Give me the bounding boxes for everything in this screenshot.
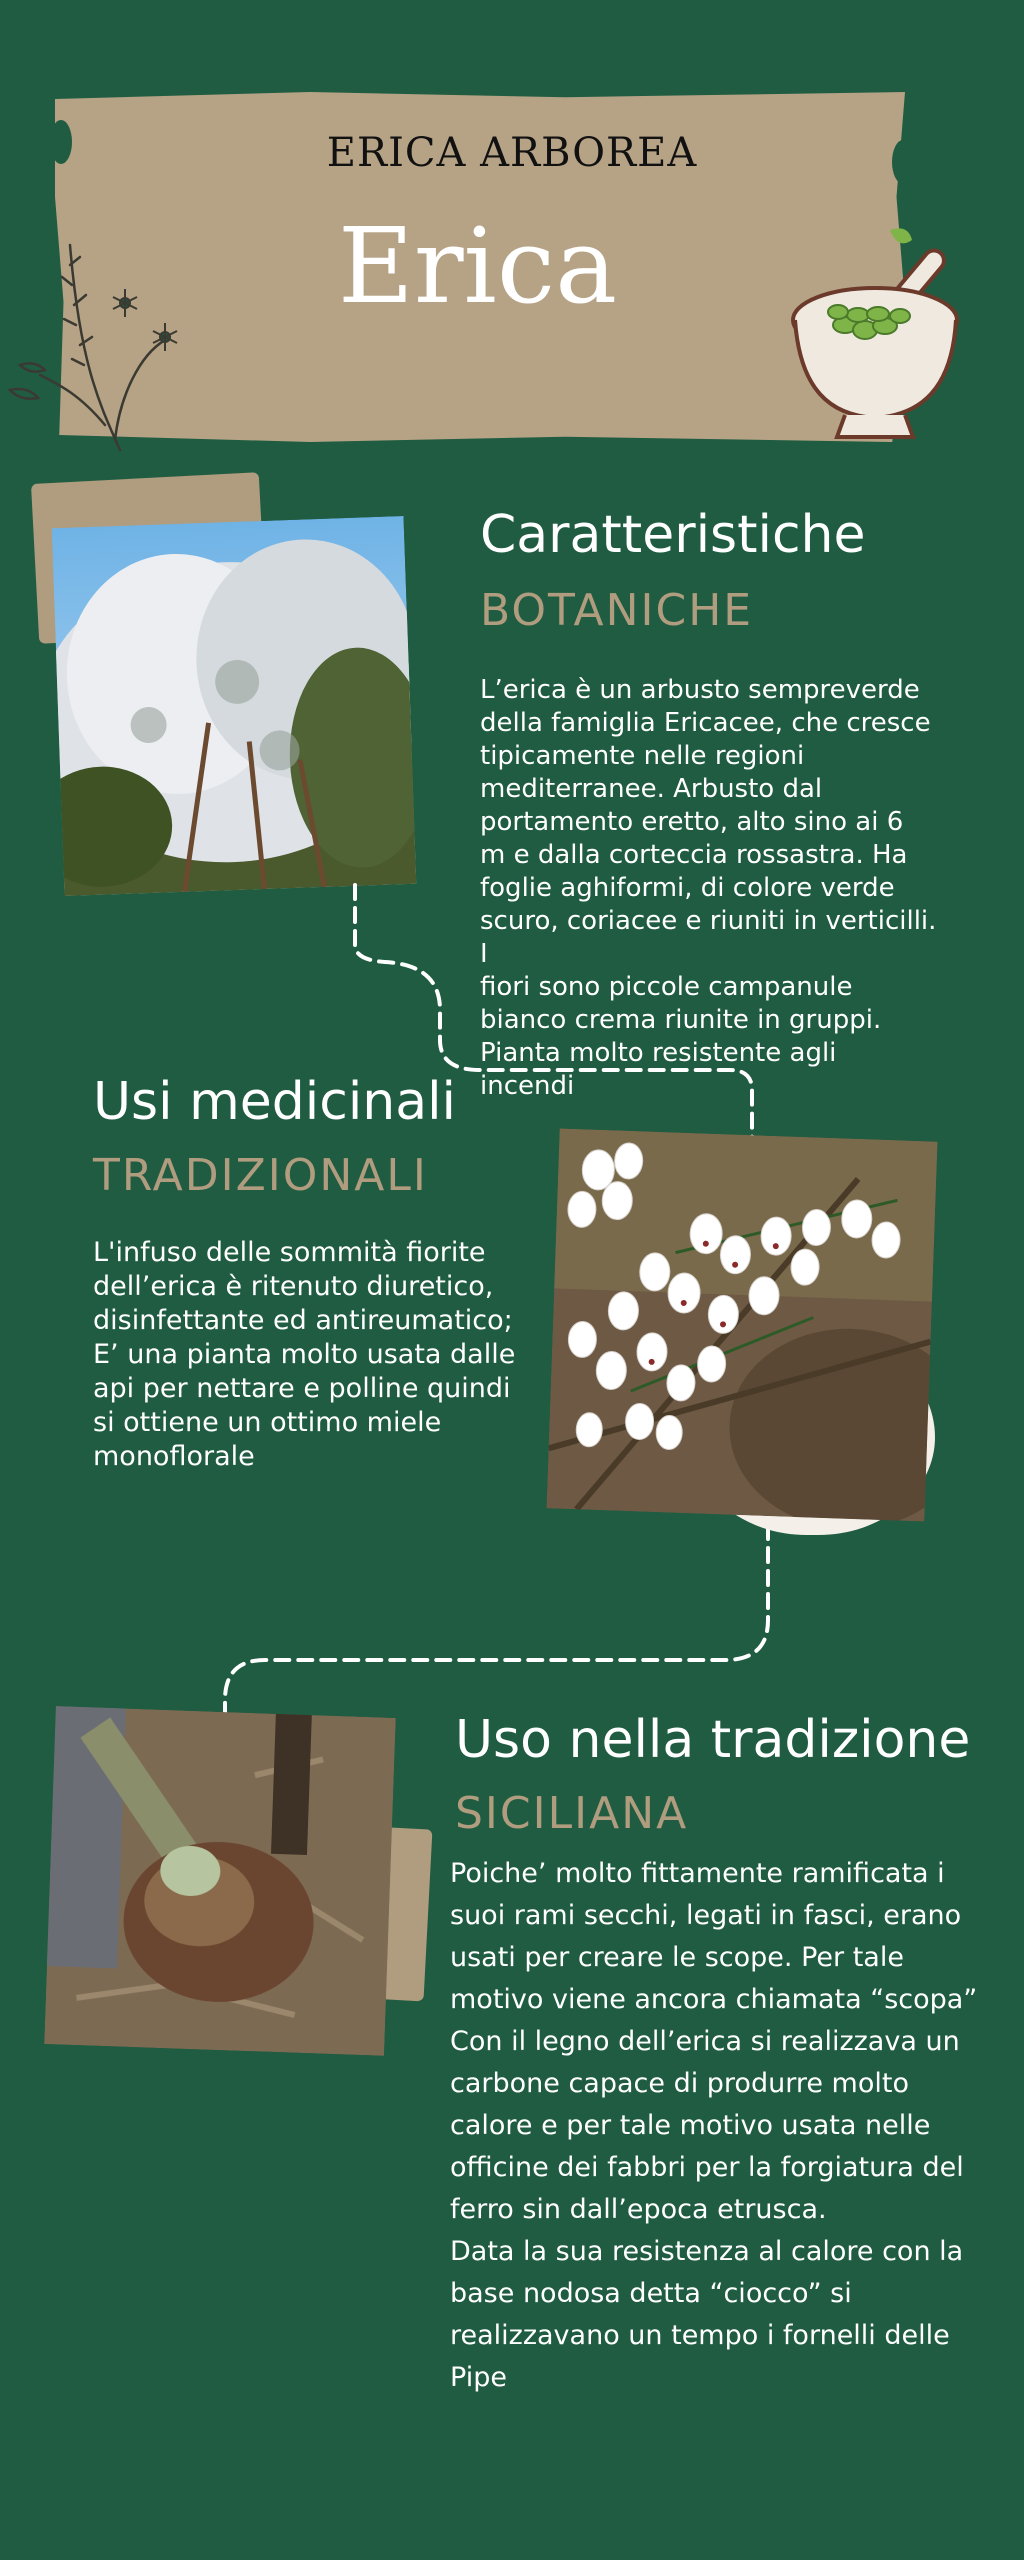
section-subtitle-botanical: BOTANICHE bbox=[480, 585, 754, 636]
text-line: Pianta molto resistente agli bbox=[480, 1038, 837, 1068]
heather-flowers-photo bbox=[546, 1129, 937, 1522]
text-line: api per nettare e polline quindi bbox=[93, 1373, 511, 1404]
text-line: scuro, coriacee e riuniti in verticilli. I bbox=[480, 906, 937, 969]
text-line: della famiglia Ericacee, che cresce bbox=[480, 708, 931, 738]
text-line: carbone capace di produrre molto bbox=[450, 2068, 909, 2099]
text-line: L’erica è un arbusto sempreverde bbox=[480, 675, 920, 705]
text-line: mediterranee. Arbusto dal bbox=[480, 774, 823, 804]
text-line: base nodosa detta “ciocco” si bbox=[450, 2278, 852, 2309]
text-line: calore e per tale motivo usata nelle bbox=[450, 2110, 931, 2141]
text-line: ferro sin dall’epoca etrusca. bbox=[450, 2194, 827, 2225]
text-line: disinfettante ed antireumatico; bbox=[93, 1305, 513, 1336]
section-body-sicilian bbox=[450, 1853, 990, 2399]
text-line: bianco crema riunite in gruppi. bbox=[480, 1005, 882, 1035]
page-title: Erica bbox=[337, 205, 618, 327]
text-line: officine dei fabbri per la forgiatura del bbox=[450, 2152, 964, 2183]
section-subtitle-medicinal: TRADIZIONALI bbox=[93, 1150, 428, 1201]
text-line: dell’erica è ritenuto diuretico, bbox=[93, 1271, 494, 1302]
section-body-medicinal bbox=[93, 1236, 563, 1474]
text-line: tipicamente nelle regioni bbox=[480, 741, 805, 771]
text-line: suoi rami secchi, legati in fasci, erano bbox=[450, 1900, 962, 1931]
text-line: fiori sono piccole campanule bbox=[480, 972, 853, 1002]
text-line: si ottiene un ottimo miele bbox=[93, 1407, 442, 1438]
text-line: usati per creare le scope. Per tale bbox=[450, 1942, 904, 1973]
text-line: Con il legno dell’erica si realizzava un bbox=[450, 2026, 960, 2057]
text-line: monoflorale bbox=[93, 1441, 255, 1472]
text-line: Data la sua resistenza al calore con la bbox=[450, 2236, 964, 2267]
text-line: incendi bbox=[480, 1071, 575, 1101]
root-burl-photo bbox=[44, 1706, 396, 2056]
section-title-medicinal: Usi medicinali bbox=[93, 1072, 456, 1132]
text-line: m e dalla corteccia rossastra. Ha bbox=[480, 840, 908, 870]
text-line: realizzavano un tempo i fornelli delle bbox=[450, 2320, 950, 2351]
section-title-botanical: Caratteristiche bbox=[480, 505, 866, 565]
text-line: E’ una pianta molto usata dalle bbox=[93, 1339, 516, 1370]
text-line: motivo viene ancora chiamata “scopa” bbox=[450, 1984, 978, 2015]
species-latin-name: ERICA ARBOREA bbox=[326, 130, 698, 176]
section-title-sicilian: Uso nella tradizione bbox=[455, 1710, 971, 1770]
text-line: portamento eretto, alto sino ai 6 bbox=[480, 807, 904, 837]
text-line: L'infuso delle sommità fiorite bbox=[93, 1237, 486, 1268]
text-line: Poiche’ molto fittamente ramificata i bbox=[450, 1858, 945, 1889]
section-subtitle-sicilian: SICILIANA bbox=[455, 1788, 689, 1839]
text-line: foglie aghiformi, di colore verde bbox=[480, 873, 895, 903]
text-line: Pipe bbox=[450, 2362, 507, 2393]
